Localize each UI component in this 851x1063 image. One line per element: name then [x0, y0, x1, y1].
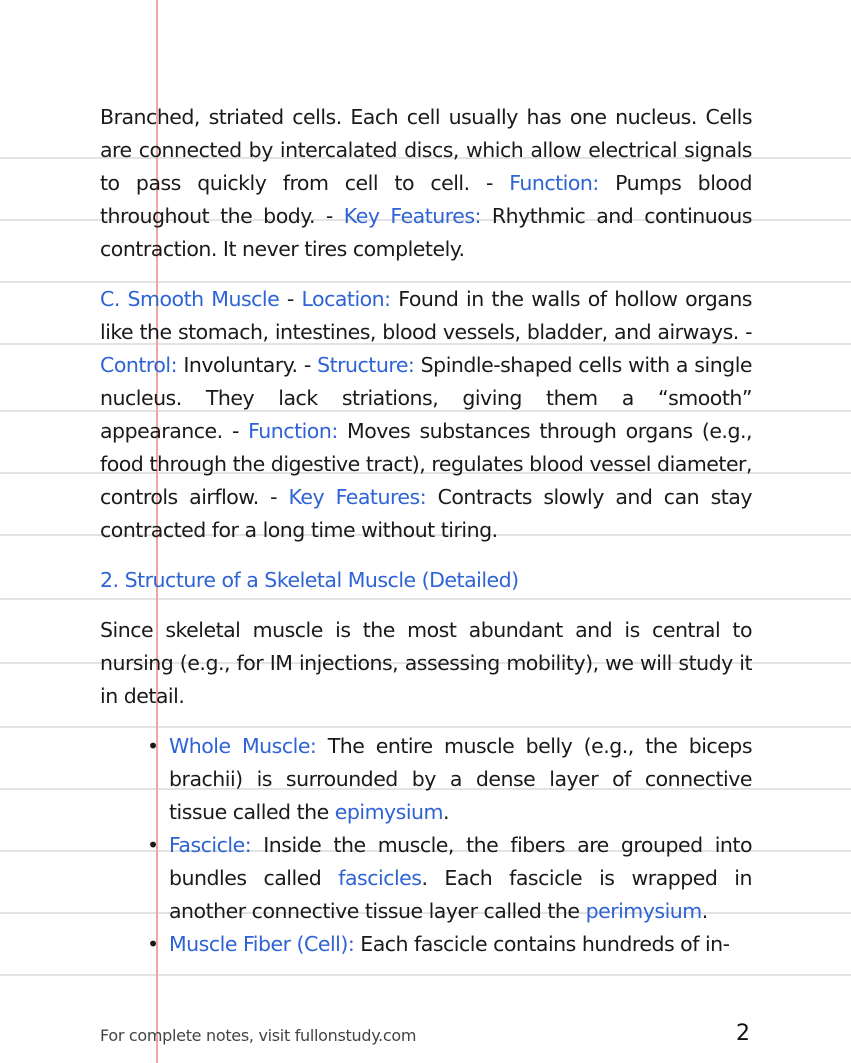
page-number: 2: [736, 1021, 750, 1046]
whole-muscle-label: Whole Muscle:: [169, 734, 317, 758]
footer-note: For complete notes, visit fullonstudy.com: [100, 1026, 417, 1045]
structure-label: Structure:: [317, 353, 415, 377]
smooth-muscle-heading: C. Smooth Muscle: [100, 287, 280, 311]
rule-line: [0, 974, 851, 976]
key-features-label: Key Features:: [288, 485, 427, 509]
fascicles-term: fascicles: [338, 866, 422, 890]
list-item: • Fascicle: Inside the muscle, the fibers are grouped into bundles called fascicles. Each fascicle is wrapped in another connective tissue layer called the perimysium.: [169, 829, 752, 928]
structure-list: [100, 730, 752, 961]
section-heading: 2. Structure of a Skeletal Muscle (Detailed): [100, 568, 519, 592]
muscle-fiber-label: Muscle Fiber (Cell):: [169, 932, 355, 956]
location-label: Location:: [301, 287, 391, 311]
smooth-muscle-paragraph: C. Smooth Muscle - Location: Found in the walls of hollow organs like the stomach, intestines, blood vessels, bladder, and airways. - Control: Involuntary. - Structure: Spindle-shaped cells with a single nucleus. They lack striations, giving them a “smooth” appearance. - Function: Moves substances through organs (e.g., food through the digestive tract), regulates blood vessel diameter, controls airflow. - Key Features: Contracts slowly and can stay contracted for a long time without tiring.: [100, 287, 753, 542]
bullet-icon: •: [147, 932, 159, 956]
function-label: Function:: [248, 419, 338, 443]
cardiac-paragraph: Branched, striated cells. Each cell usually has one nucleus. Cells are connected by intercalated discs, which allow electrical signals to pass quickly from cell to cell. - Function: Pumps blood throughout the body. - Key Features: Rhythmic and continuous contraction. It never tires completely.: [100, 105, 752, 261]
page-content: [100, 101, 752, 961]
intro-paragraph: Since skeletal muscle is the most abundant and is central to nursing (e.g., for IM injections, assessing mobility), we will study it in detail.: [100, 618, 752, 708]
control-label: Control:: [100, 353, 178, 377]
epimysium-term: epimysium: [334, 800, 444, 824]
list-item: • Muscle Fiber (Cell): Each fascicle contains hundreds of in-: [169, 928, 752, 961]
function-label: Function:: [509, 171, 599, 195]
bullet-icon: •: [147, 833, 159, 857]
perimysium-term: perimysium: [585, 899, 702, 923]
fascicle-label: Fascicle:: [169, 833, 252, 857]
key-features-label: Key Features:: [343, 204, 481, 228]
list-item: • Whole Muscle: The entire muscle belly (e.g., the biceps brachii) is surrounded by a dense layer of connective tissue called the epimysium.: [169, 730, 752, 829]
bullet-icon: •: [147, 734, 159, 758]
